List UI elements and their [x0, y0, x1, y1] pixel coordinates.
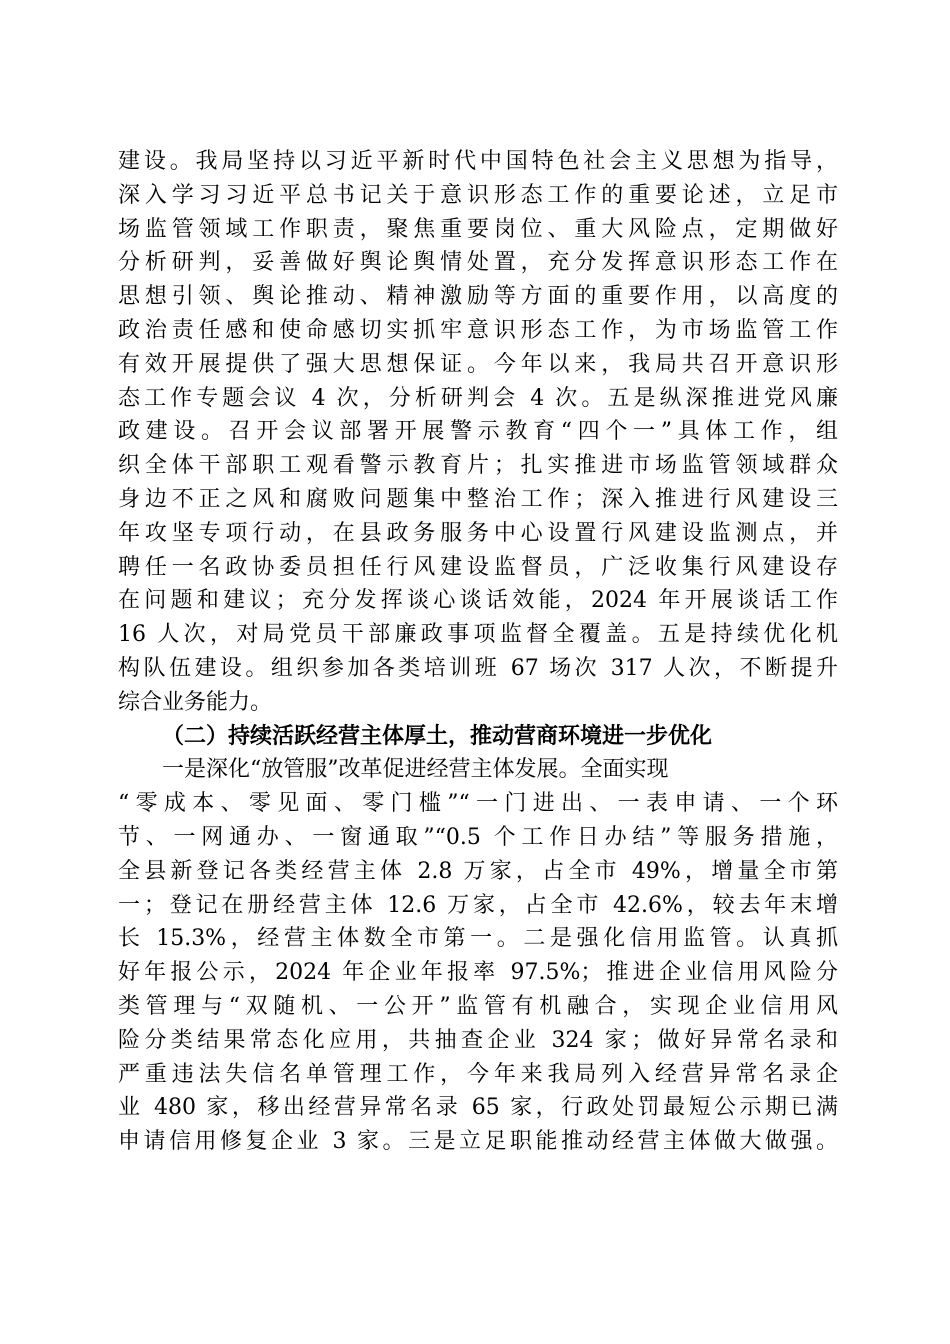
text-line: 节、一网通办、一窗通取”“0.5 个工作日办结”等服务措施，: [118, 824, 838, 850]
text-line: 类管理与“双随机、一公开”监管有机融合，实现企业信用风: [118, 993, 838, 1019]
text-line: 险分类结果常态化应用，共抽查企业 324 家；做好异常名录和: [118, 1027, 838, 1053]
text-line: 有效开展提供了强大思想保证。今年以来，我局共召开意识形: [118, 351, 838, 377]
text-line: 态工作专题会议 4 次，分析研判会 4 次。五是纵深推进党风廉: [118, 385, 838, 411]
text-line: 长 15.3%，经营主体数全市第一。二是强化信用监管。认真抓: [118, 926, 838, 952]
text-line: 好年报公示，2024 年企业年报率 97.5%；推进企业信用风险分: [118, 960, 838, 986]
text-line: 政建设。召开会议部署开展警示教育“四个一”具体工作，组: [118, 419, 838, 445]
text-line: 构队伍建设。组织参加各类培训班 67 场次 317 人次，不断提升: [118, 655, 838, 681]
text-line: 在问题和建议；充分发挥谈心谈话效能，2024 年开展谈话工作: [118, 588, 838, 614]
text-line: 年攻坚专项行动，在县政务服务中心设置行风建设监测点，并: [118, 520, 838, 546]
text-line: 织全体干部职工观看警示教育片；扎实推进市场监管领域群众: [118, 453, 838, 479]
body-text: [118, 145, 838, 1159]
text-line: 16 人次，对局党员干部廉政事项监督全覆盖。五是持续优化机: [118, 622, 838, 648]
text-line: 严重违法失信名单管理工作，今年来我局列入经营异常名录企: [118, 1061, 838, 1087]
text-line: 一是深化“放管服”改革促进经营主体发展。全面实现: [162, 757, 669, 783]
text-line: 场监管领域工作职责，聚焦重要岗位、重大风险点，定期做好: [118, 216, 838, 242]
text-line: 深入学习习近平总书记关于意识形态工作的重要论述，立足市: [118, 182, 838, 208]
text-line: 政治责任感和使命感切实抓牢意识形态工作，为市场监管工作: [118, 317, 838, 343]
text-line: 业 480 家，移出经营异常名录 65 家，行政处罚最短公示期已满: [118, 1095, 838, 1121]
section-heading: （二）持续活跃经营主体厚土，推动营商环境进一步优化: [162, 722, 713, 749]
text-line: 综合业务能力。: [118, 689, 273, 715]
text-line: 申请信用修复企业 3 家。三是立足职能推动经营主体做大做强。: [118, 1129, 838, 1155]
text-line: 分析研判，妥善做好舆论舆情处置，充分发挥意识形态工作在: [118, 250, 838, 276]
text-line: “零成本、零见面、零门槛”“一门进出、一表申请、一个环: [118, 791, 838, 817]
text-line: 建设。我局坚持以习近平新时代中国特色社会主义思想为指导，: [118, 149, 838, 174]
text-line: 一；登记在册经营主体 12.6 万家，占全市 42.6%，较去年末增: [118, 892, 838, 918]
text-line: 思想引领、舆论推动、精神激励等方面的重要作用，以高度的: [118, 284, 838, 310]
text-line: 全县新登记各类经营主体 2.8 万家，占全市 49%，增量全市第: [118, 858, 838, 884]
text-line: 身边不正之风和腐败问题集中整治工作；深入推进行风建设三: [118, 486, 838, 512]
text-line: 聘任一名政协委员担任行风建设监督员，广泛收集行风建设存: [118, 554, 838, 580]
